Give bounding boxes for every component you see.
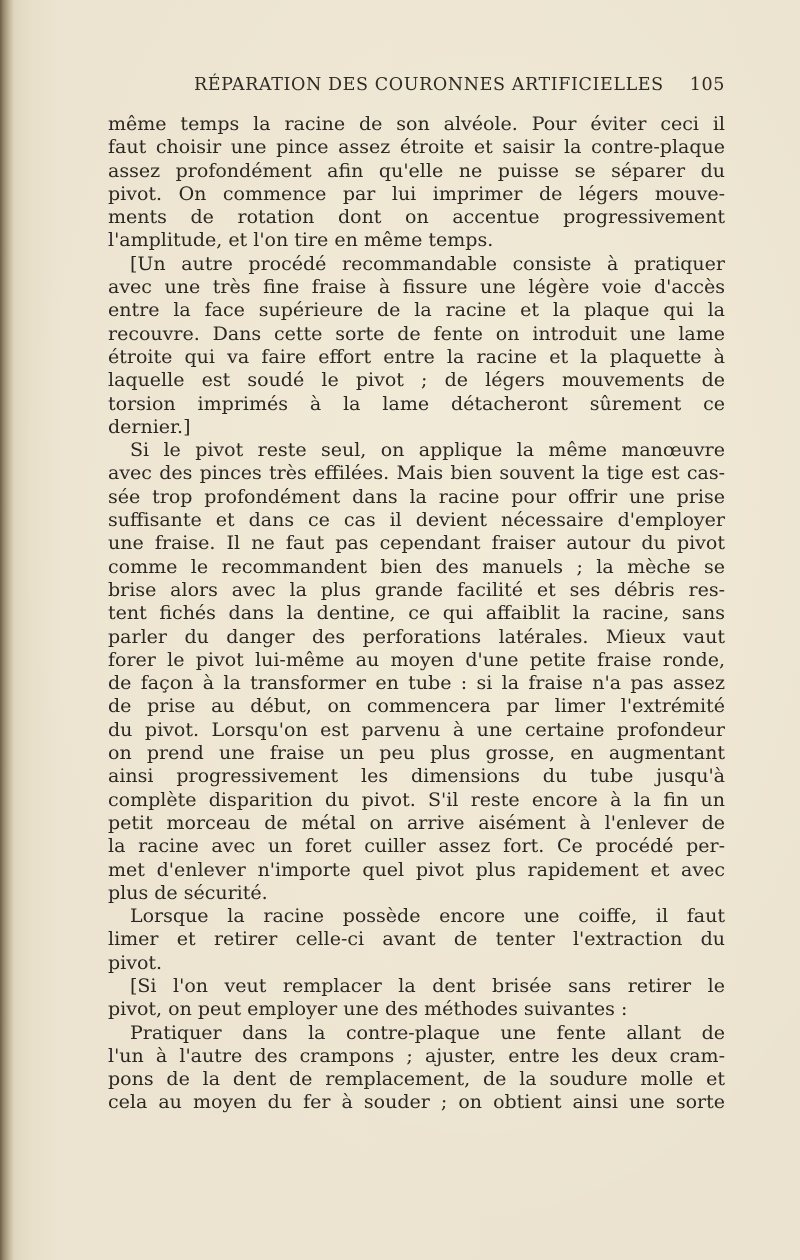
text-line: même temps la racine de son alvéole. Pour éviter ceci il <box>108 113 725 135</box>
text-line: met d'enlever n'importe quel pivot plus rapidement et avec <box>108 858 725 881</box>
text-line: la racine avec un foret cuiller assez fort. Ce procédé per- <box>108 835 725 858</box>
page-number: 105 <box>689 75 725 95</box>
text-line: ments de rotation dont on accentue progressivement <box>108 206 725 229</box>
text-line: cela au moyen du fer à souder ; on obtient ainsi une sorte <box>108 1091 725 1114</box>
text-line: sée trop profondément dans la racine pour offrir une prise <box>108 485 725 508</box>
text-line: on prend une fraise un peu plus grosse, en augmentant <box>108 742 725 765</box>
text-line: recouvre. Dans cette sorte de fente on introduit une lame <box>108 322 725 345</box>
text-line: parler du danger des perforations latérales. Mieux vaut <box>108 625 725 648</box>
text-line: de façon à la transformer en tube : si la fraise n'a pas assez <box>108 672 725 695</box>
text-line: limer et retirer celle-ci avant de tenter l'extraction du <box>108 928 725 951</box>
text-line: une fraise. Il ne faut pas cependant fraiser autour du pivot <box>108 532 725 555</box>
text-line: Lorsque la racine possède encore une coiffe, il faut <box>130 905 725 928</box>
text-line: de prise au début, on commencera par limer l'extrémité <box>108 695 725 718</box>
body-text <box>108 113 725 1115</box>
text-line: petit morceau de métal on arrive aisément à l'enlever de <box>108 811 725 834</box>
text-line: Pratiquer dans la contre-plaque une fente allant de <box>130 1021 725 1044</box>
text-line: [Si l'on veut remplacer la dent brisée sans retirer le <box>130 974 725 997</box>
text-line: avec une très fine fraise à fissure une légère voie d'accès <box>108 276 725 299</box>
text-line: ainsi progressivement les dimensions du tube jusqu'à <box>108 765 725 788</box>
text-line: étroite qui va faire effort entre la racine et la plaquette à <box>108 345 725 368</box>
text-line: dernier.] <box>108 415 191 438</box>
text-line: suffisante et dans ce cas il devient nécessaire d'employer <box>108 509 725 532</box>
text-line: faut choisir une pince assez étroite et saisir la contre-plaque <box>108 136 725 159</box>
text-line: torsion imprimés à la lame détacheront sûrement ce <box>108 392 725 415</box>
running-header <box>108 72 725 100</box>
text-line: l'un à l'autre des crampons ; ajuster, entre les deux cram- <box>108 1044 725 1067</box>
text-line: du pivot. Lorsqu'on est parvenu à une certaine profondeur <box>108 718 725 741</box>
text-line: pivot, on peut employer une des méthodes suivantes : <box>108 998 628 1021</box>
text-line: forer le pivot lui-même au moyen d'une petite fraise ronde, <box>108 648 725 671</box>
text-line: complète disparition du pivot. S'il reste encore à la fin un <box>108 788 725 811</box>
text-line: brise alors avec la plus grande facilité et ses débris res- <box>108 578 725 601</box>
text-line: l'amplitude, et l'on tire en même temps. <box>108 229 494 252</box>
text-line: pivot. On commence par lui imprimer de légers mouve- <box>108 182 725 205</box>
text-line: Si le pivot reste seul, on applique la même manœuvre <box>130 439 725 462</box>
page-binding-edge <box>0 0 14 1260</box>
text-line: tent fichés dans la dentine, ce qui affaiblit la racine, sans <box>108 602 725 625</box>
text-line: pons de la dent de remplacement, de la soudure molle et <box>108 1068 725 1091</box>
text-line: [Un autre procédé recommandable consiste à pratiquer <box>130 252 725 275</box>
text-line: pivot. <box>108 951 163 974</box>
text-line: comme le recommandent bien des manuels ; la mèche se <box>108 555 725 578</box>
text-line: plus de sécurité. <box>108 881 268 904</box>
text-line: assez profondément afin qu'elle ne puisse se séparer du <box>108 159 725 182</box>
text-line: entre la face supérieure de la racine et la plaque qui la <box>108 299 725 322</box>
text-line: laquelle est soudé le pivot ; de légers mouvements de <box>108 369 725 392</box>
running-title: RÉPARATION DES COURONNES ARTIFICIELLES <box>194 75 664 95</box>
text-line: avec des pinces très effilées. Mais bien souvent la tige est cas- <box>108 462 725 485</box>
